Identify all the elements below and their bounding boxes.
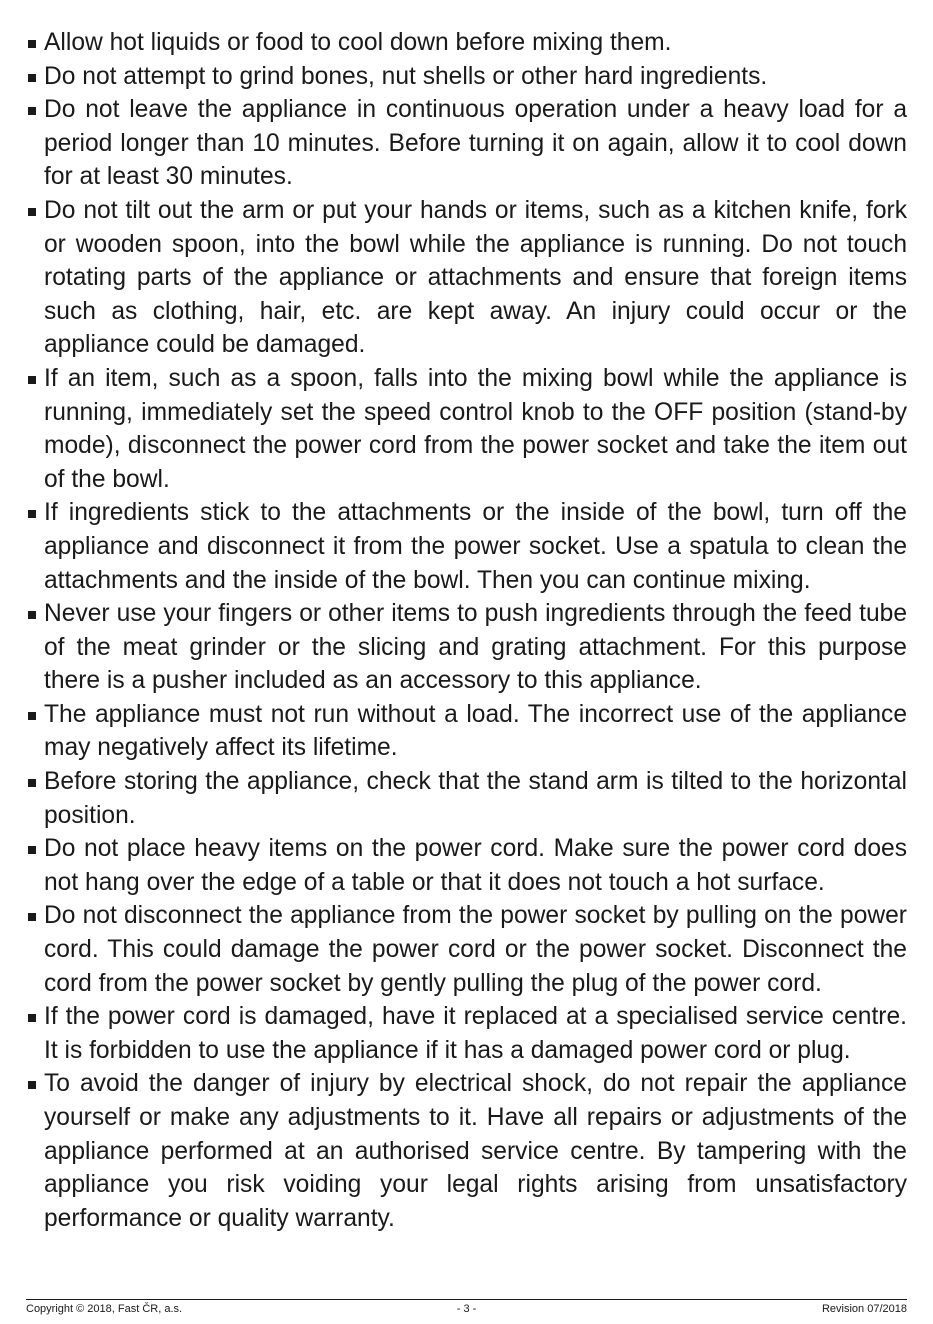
list-item-text: Do not leave the appliance in continuous operation under a heavy load for a period longer than 10 minutes. Before turning it on again, allow it to cool down for at least 30 minutes. bbox=[44, 96, 907, 191]
bullet-square-icon bbox=[28, 779, 36, 787]
document-body bbox=[28, 26, 907, 1235]
bullet-square-icon bbox=[28, 712, 36, 720]
list-item-text: Never use your fingers or other items to push ingredients through the feed tube of the meat grinder or the slicing and grating attachment. For this purpose there is a pusher included as an accessory to this appliance. bbox=[44, 600, 907, 695]
list-item-text: To avoid the danger of injury by electrical shock, do not repair the appliance yourself or make any adjustments to it. Have all repairs or adjustments of the appliance performed at an authorised service centre. By tampering with the appliance you risk voiding your legal rights arising from unsatisfactory performance or quality warranty. bbox=[44, 1070, 907, 1232]
list-item bbox=[28, 93, 907, 194]
bullet-square-icon bbox=[28, 208, 36, 216]
bullet-square-icon bbox=[28, 913, 36, 921]
list-item bbox=[28, 60, 907, 94]
page-footer bbox=[26, 1299, 907, 1324]
list-item-text: Do not tilt out the arm or put your hands or items, such as a kitchen knife, fork or wooden spoon, into the bowl while the appliance is running. Do not touch rotating parts of the appliance or attachments and ensure that foreign items such as clothing, hair, etc. are kept away. An injury could occur or the appliance could be damaged. bbox=[44, 196, 907, 359]
list-item-text: If an item, such as a spoon, falls into the mixing bowl while the appliance is running, immediately set the speed control knob to the OFF position (stand-by mode), disconnect the power cord from the power socket and take the item out of the bowl. bbox=[44, 364, 907, 493]
list-item bbox=[28, 496, 907, 597]
bullet-square-icon bbox=[28, 1081, 36, 1089]
list-item bbox=[28, 362, 907, 496]
list-item bbox=[28, 194, 907, 362]
list-item bbox=[28, 1067, 907, 1235]
list-item bbox=[28, 899, 907, 1000]
list-item-text: Allow hot liquids or food to cool down before mixing them. bbox=[44, 29, 672, 56]
bullet-square-icon bbox=[28, 510, 36, 518]
list-item bbox=[28, 832, 907, 899]
list-item bbox=[28, 26, 907, 60]
list-item-text: If ingredients stick to the attachments or the inside of the bowl, turn off the appliance and disconnect it from the power socket. Use a spatula to clean the attachments and the inside of the bowl. Then you can continue mixing. bbox=[44, 499, 907, 594]
bullet-square-icon bbox=[28, 107, 36, 115]
list-item-text: The appliance must not run without a load. The incorrect use of the appliance may negatively affect its lifetime. bbox=[44, 700, 907, 762]
list-item-text: If the power cord is damaged, have it replaced at a specialised service centre. It is forbidden to use the appliance if it has a damaged power cord or plug. bbox=[44, 1003, 907, 1064]
list-item bbox=[28, 1000, 907, 1067]
footer-copyright: Copyright © 2018, Fast ČR, a.s. bbox=[26, 1303, 183, 1315]
list-item bbox=[28, 698, 907, 765]
list-item bbox=[28, 597, 907, 698]
bullet-square-icon bbox=[28, 846, 36, 854]
bullet-square-icon bbox=[28, 376, 36, 384]
bullet-square-icon bbox=[28, 611, 36, 619]
footer-revision: Revision 07/2018 bbox=[821, 1303, 907, 1315]
bullet-square-icon bbox=[28, 40, 36, 48]
list-item-text: Do not place heavy items on the power cord. Make sure the power cord does not hang over the edge of a table or that it does not touch a hot surface. bbox=[44, 835, 907, 896]
list-item-text: Before storing the appliance, check that the stand arm is tilted to the horizontal position. bbox=[44, 768, 907, 829]
list-item-text: Do not disconnect the appliance from the power socket by pulling on the power cord. This could damage the power cord or the power socket. Disconnect the cord from the power socket by gently pulling the plug of the power cord. bbox=[44, 902, 907, 997]
list-item-text: Do not attempt to grind bones, nut shells or other hard ingredients. bbox=[44, 62, 768, 90]
list-item bbox=[28, 765, 907, 832]
bullet-square-icon bbox=[28, 74, 36, 82]
bullet-square-icon bbox=[28, 1014, 36, 1022]
safety-instructions-list bbox=[28, 26, 907, 1235]
footer-page-number: - 3 - bbox=[456, 1303, 477, 1315]
